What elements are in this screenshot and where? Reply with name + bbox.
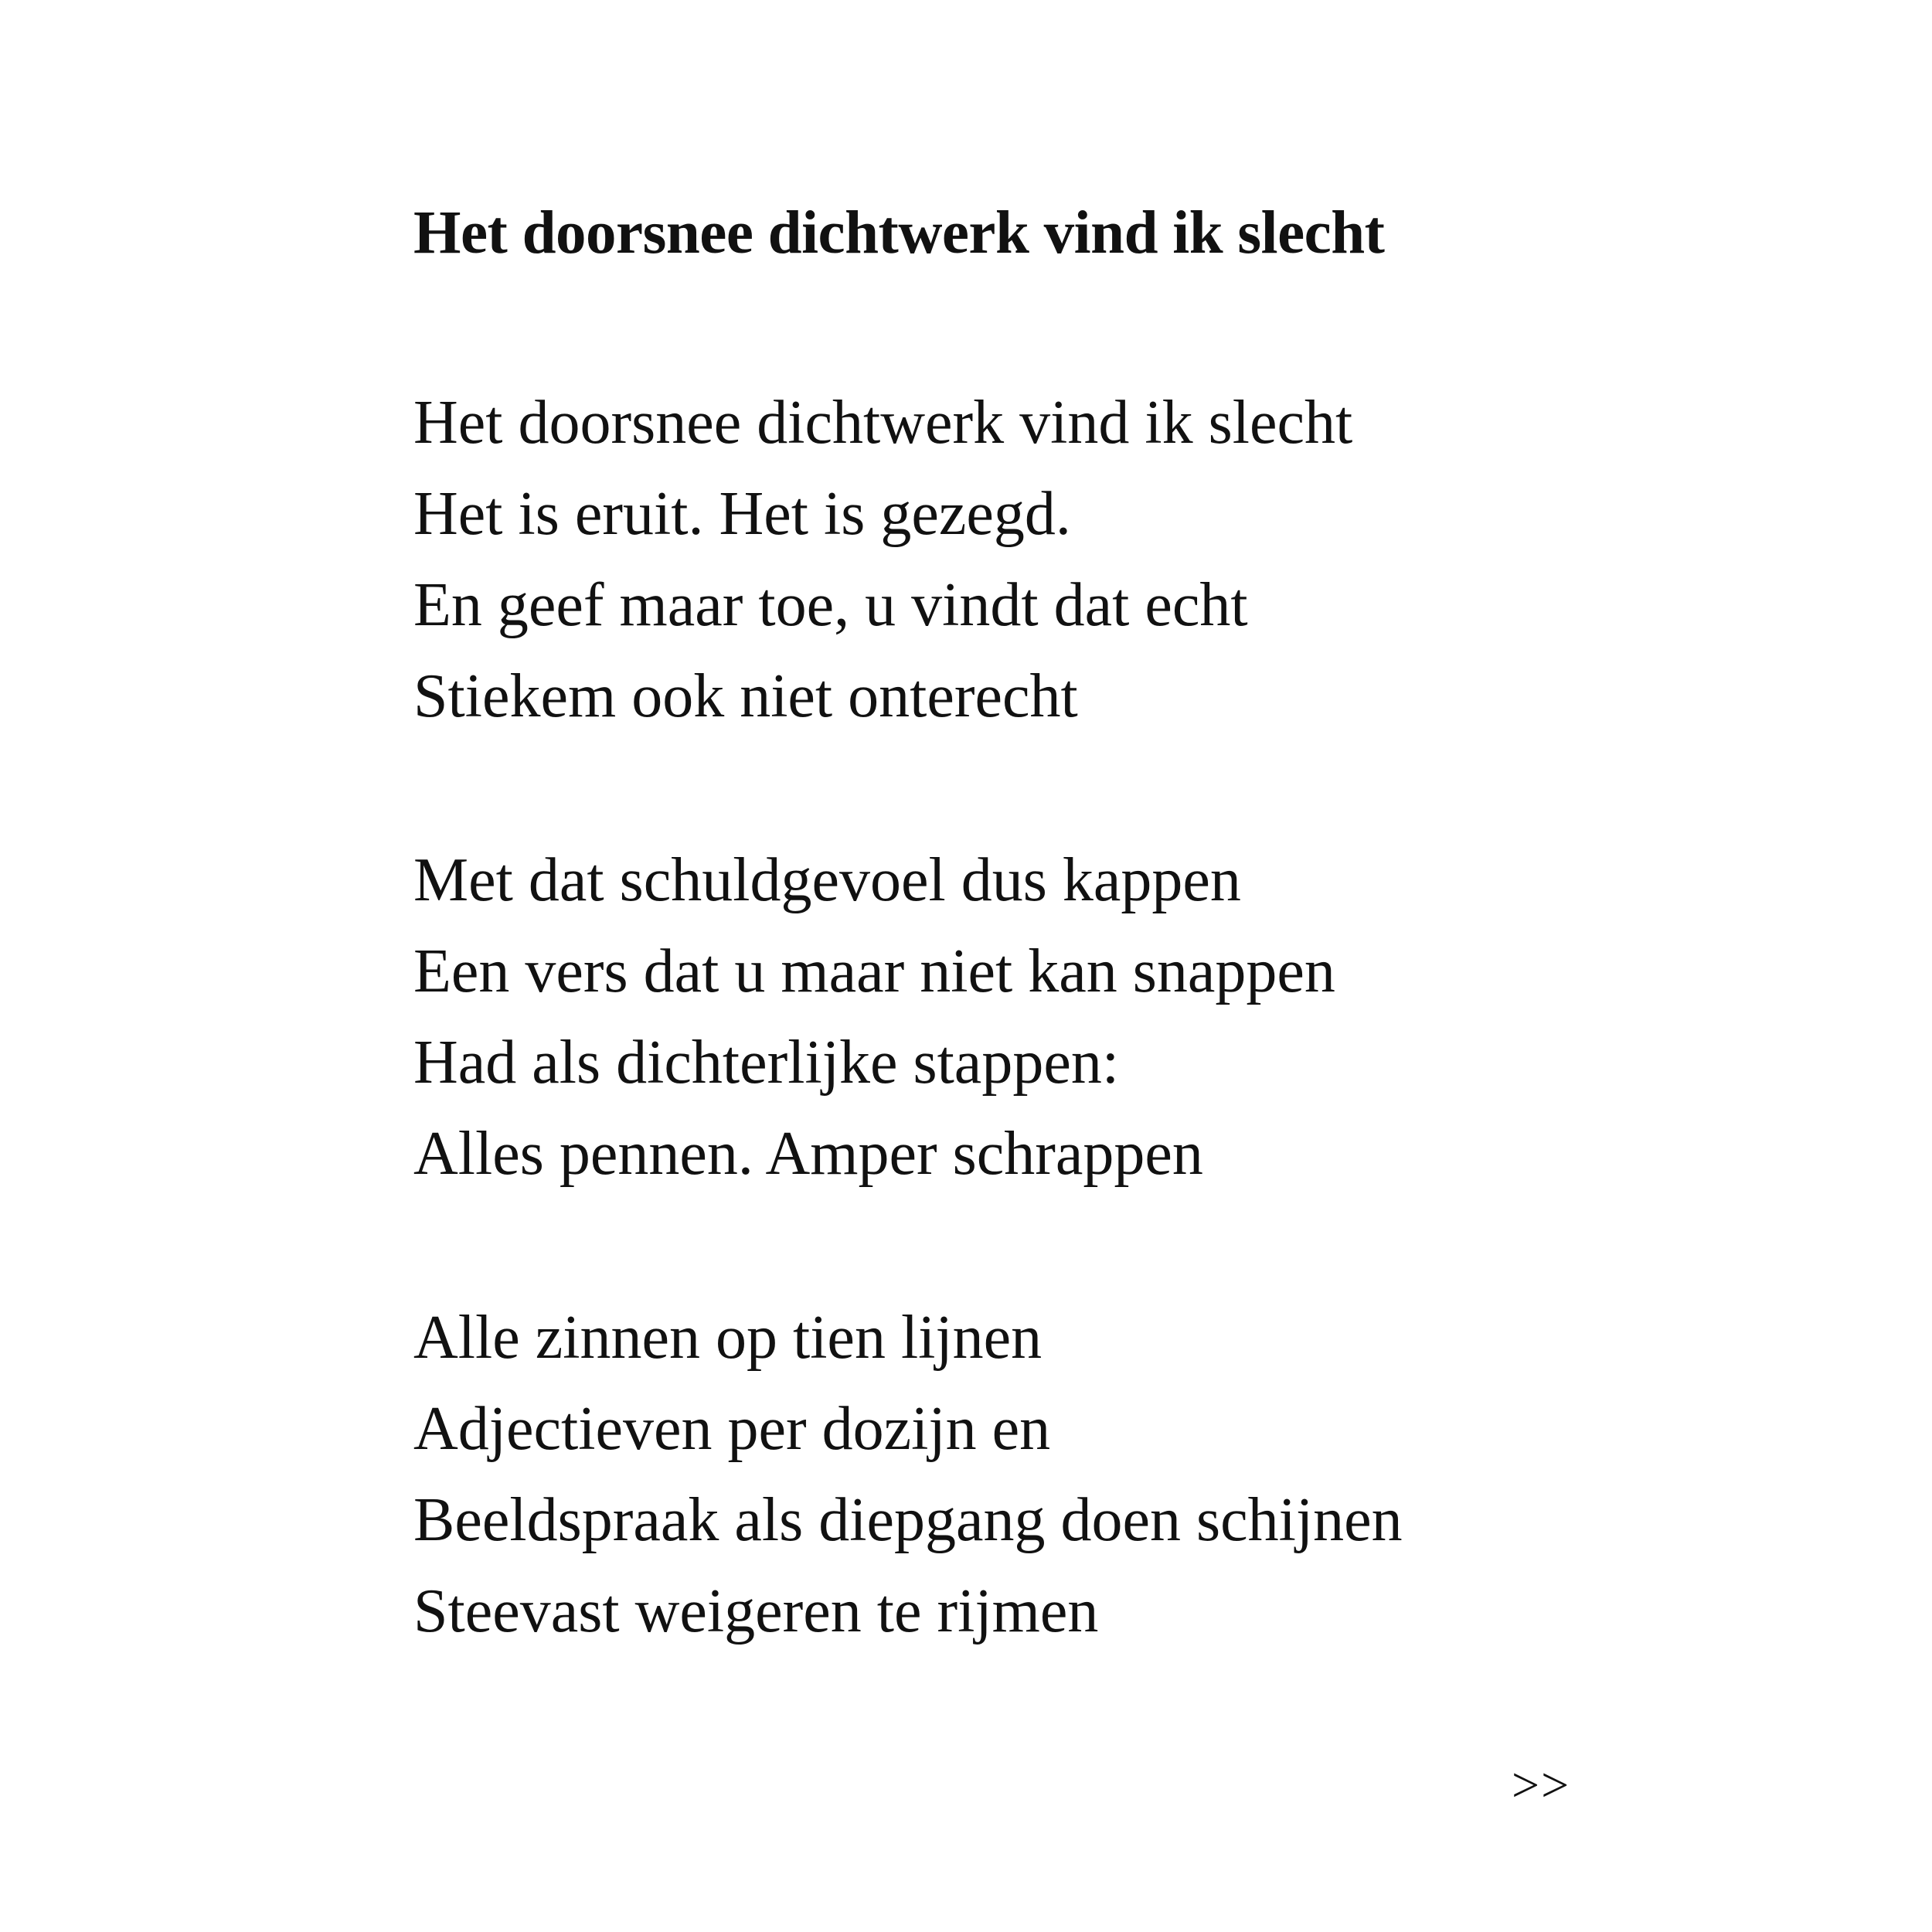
poem-line: Had als dichterlijke stappen:: [413, 1029, 1120, 1097]
stanza-3: [413, 1292, 1403, 1657]
poem-line: Met dat schuldgevoel dus kappen: [413, 846, 1241, 914]
poem-line: Het doorsnee dichtwerk vind ik slecht: [413, 389, 1353, 457]
poem-line: Het is eruit. Het is gezegd.: [413, 480, 1071, 548]
poem-line: En geef maar toe, u vindt dat echt: [413, 571, 1248, 639]
poem-line: Beeldspraak als diepgang doen schijnen: [413, 1486, 1403, 1554]
poem-line: Steevast weigeren te rijmen: [413, 1577, 1099, 1645]
next-page-button[interactable]: >>: [1512, 1757, 1571, 1812]
stanza-1: [413, 377, 1352, 742]
poem-line: Alles pennen. Amper schrappen: [413, 1120, 1203, 1188]
poem-title: Het doorsnee dichtwerk vind ik slecht: [413, 199, 1385, 267]
stanza-2: [413, 835, 1335, 1199]
poem-line: Alle zinnen op tien lijnen: [413, 1304, 1043, 1372]
poem-line: Een vers dat u maar niet kan snappen: [413, 937, 1335, 1005]
poem-line: Adjectieven per dozijn en: [413, 1395, 1051, 1463]
poem-line: Stiekem ook niet onterecht: [413, 662, 1078, 730]
